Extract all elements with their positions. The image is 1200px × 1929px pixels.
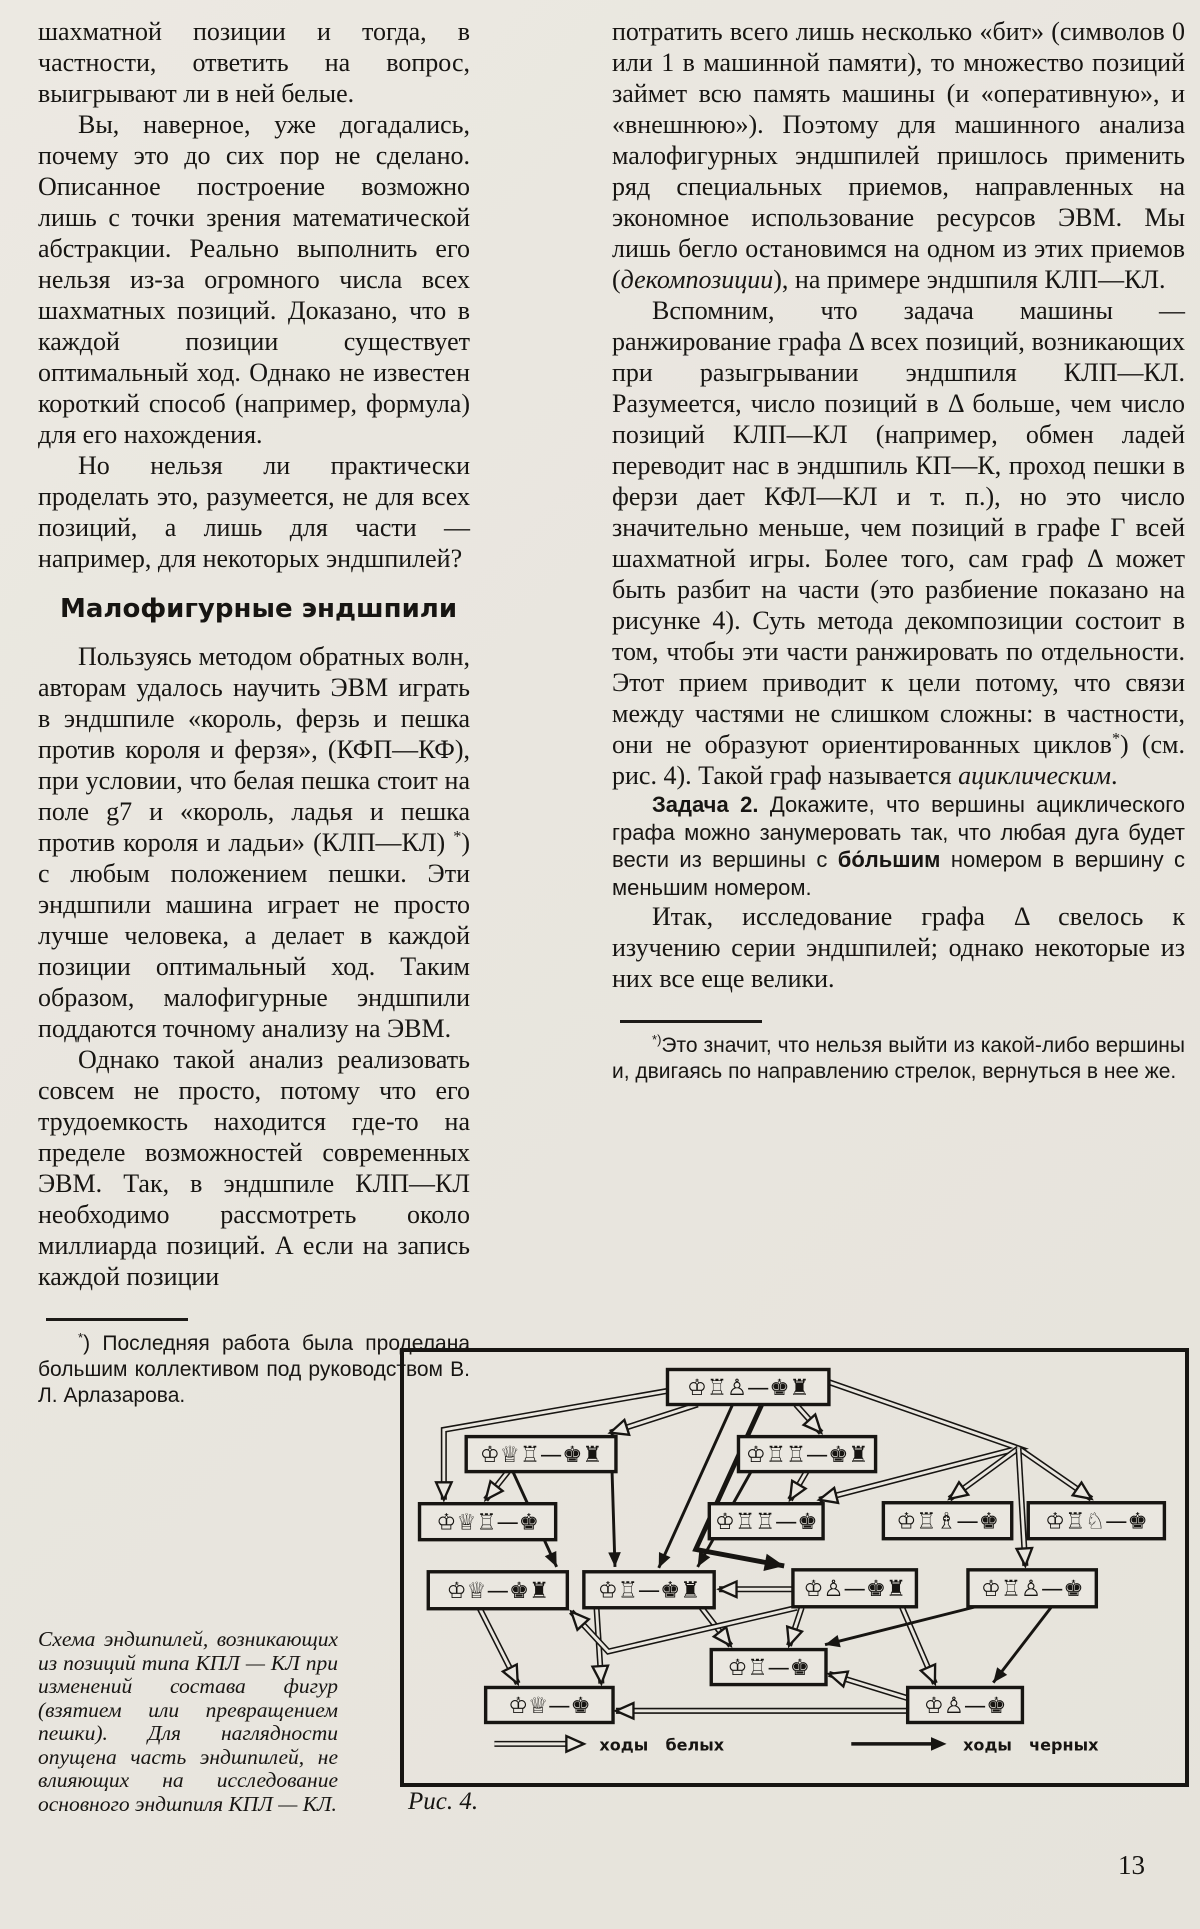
section-heading: Малофигурные эндшпили [60, 594, 458, 624]
endgame-pieces: ♔♖—♚♜ [597, 1577, 701, 1604]
endgame-pieces: ♔♙—♚♜ [803, 1576, 906, 1603]
paragraph: Пользуясь методом обратных волн, авторам удалось научить ЭВМ играть в эндшпиле «король, ферзь и пешка против короля и ферзя», (КФП—КФ), при условии, что белая пешка стоит на поле g7 и «король, ладья и пешка против короля и ладьи» (КЛП—КЛ) *) с любым положением пешки. Эти эндшпили машина играет не просто лучше человека, а делает в каждой позиции оптимальный ход. Таким образом, малофигурные эндшпили поддаются точному анализу на ЭВМ. [38, 642, 470, 1043]
endgame-node-E [709, 1504, 823, 1539]
endgame-node-L [711, 1650, 826, 1685]
endgame-node-A [667, 1370, 828, 1405]
endgame-node-C [738, 1437, 875, 1472]
edge-J-I-white-move [719, 1581, 793, 1597]
footnote-divider [620, 1020, 762, 1023]
legend-white-moves: ходы белых [599, 1735, 725, 1755]
edge-N-L-white-move [829, 1672, 908, 1699]
figure4-frame [400, 1348, 1189, 1787]
endgame-node-K [968, 1570, 1096, 1607]
endgame-node-D [420, 1504, 556, 1540]
edge-A-G-white-move [1019, 1448, 1092, 1499]
endgame-node-B [466, 1437, 616, 1472]
endgame-pieces: ♔♕♖—♚♜ [479, 1441, 603, 1468]
footnote-divider [46, 1318, 188, 1321]
endgame-pieces: ♔♕♖—♚ [436, 1509, 539, 1536]
paragraph: Но нельзя ли практически проделать это, разумеется, не для всех позиций, а лишь для части — например, для некоторых эндшпилей? [38, 451, 470, 573]
legend-black-moves: ходы черных [963, 1735, 1099, 1755]
edge-J-L-white-move [787, 1608, 802, 1646]
edge-A-B-white-move [610, 1405, 698, 1435]
paragraph: Однако такой анализ реализовать совсем не просто, потому что его трудоемкость находится где-то на пределе возможностей современных ЭВМ. Так, в эндшпиле КЛП—КЛ необходимо рассмотреть около миллиарда позиций. А если на запись каждой позиции [38, 1045, 470, 1291]
endgame-pieces: ♔♕—♚ [508, 1692, 591, 1719]
edge-B-I-black-move [608, 1472, 621, 1567]
figure-caption: Схема эндшпилей, возникающих из позиций типа КПЛ — КЛ при изменений состава фигур (взятием или превращением пешки). Для наглядности опущена часть эндшпилей, не влияющих на исследование основного эндшпиля КПЛ — КЛ. [38, 1627, 338, 1816]
edge-J-H-white-move [571, 1608, 797, 1652]
figure4-graph [404, 1352, 1177, 1775]
footnote-left: *) Последняя работа была проделана большим коллективом под руководством В. Л. Арлазарова. [38, 1330, 470, 1407]
endgame-node-M [486, 1687, 613, 1722]
edge-K-N-black-move [993, 1607, 1051, 1683]
right-paragraphs-after [612, 901, 1185, 994]
right-paragraphs-top [612, 16, 1185, 791]
edge-N-M-white-move [616, 1703, 908, 1719]
edge-B-D-white-move [486, 1472, 508, 1500]
endgame-pieces: ♔♕—♚♜ [446, 1578, 550, 1605]
paragraph: Вы, наверное, уже догадались, почему это до сих пор не сделано. Описанное построение возможно лишь с точки зрения математической абстракции. Реально выполнить его нельзя из-за огромного числа всех шахматных позиций. Доказано, что в каждой позиции существует оптимальный ход. Однако не известен короткий способ (например, формула) для его нахождения. [38, 110, 470, 449]
page-number: 13 [1118, 1850, 1145, 1880]
edge-A-C-white-move [796, 1405, 821, 1433]
endgame-pieces: ♔♖♘—♚ [1045, 1508, 1148, 1535]
endgame-node-F [883, 1503, 1011, 1539]
edge-C-E-white-move [790, 1472, 807, 1500]
paragraph: потратить всего лишь несколько «бит» (символов 0 или 1 в машинной памяти), то множество позиций займет всю память машины (и «оперативную», и «внешнюю»). Поэтому для машинного анализа малофигурных эндшпилей пришлось применить ряд специальных приемов, направленных на экономное использование ресурсов ЭВМ. Мы лишь бегло остановимся на одном из этих приемов (декомпозиции), на примере эндшпиля КЛП—КЛ. [612, 17, 1185, 294]
paragraph: шахматной позиции и тогда, в частности, ответить на вопрос, выигрывают ли в ней белые. [38, 17, 470, 108]
endgame-pieces: ♔♖♙—♚ [980, 1576, 1084, 1603]
endgame-node-H [428, 1572, 567, 1609]
endgame-pieces: ♔♖♗—♚ [896, 1508, 999, 1535]
edge-H-M-white-move [480, 1609, 518, 1684]
endgame-node-N [908, 1687, 1023, 1722]
endgame-pieces: ♔♖♖—♚ [714, 1508, 818, 1535]
endgame-node-G [1028, 1503, 1164, 1539]
endgame-pieces: ♔♖—♚ [727, 1654, 810, 1681]
footnote-right: *)Это значит, что нельзя выйти из какой-либо вершины и, двигаясь по направлению стрелок, вернуться в нее же. [612, 1032, 1185, 1083]
figure-legend [494, 1736, 1099, 1755]
paragraph: Итак, исследование графа Δ свелось к изучению серии эндшпилей; однако некоторые из них все еще велики. [612, 902, 1185, 993]
edge-A-I-black-move [659, 1405, 733, 1568]
left-paragraphs-bottom [38, 641, 470, 1292]
left-column [38, 16, 470, 1409]
edge-K-L-black-move [825, 1607, 976, 1647]
endgame-pieces: ♔♙—♚ [923, 1692, 1007, 1719]
endgame-pieces: ♔♖♙—♚♜ [686, 1374, 810, 1401]
task-2: Задача 2. Докажите, что вершины ациклического графа можно занумеровать так, что любая дуга будет вести из вершины с бо́льшим номером в вершину с меньшим номером. [612, 792, 1185, 900]
left-paragraphs-top [38, 16, 470, 574]
endgame-pieces: ♔♖♖—♚♜ [745, 1441, 869, 1468]
endgame-node-I [584, 1572, 714, 1608]
paragraph: Вспомним, что задача машины — ранжирование графа Δ всех позиций, возникающих при разыгрывании эндшпиля КЛП—КЛ. Разумеется, число позиций в Δ больше, чем число позиций КЛП—КЛ (например, обмен ладей переводит нас в эндшпиль КП—К, проход пешки в ферзи дает КФЛ—КЛ и т. п.), но это число значительно меньше, чем позиций в графе Г всей шахматной игры. Более того, сам граф Δ может быть разбит на части (это разбиение показано на рисунке 4). Суть метода декомпозиции состоит в том, чтобы эти части ранжировать по отдельности. Этот прием приводит к цели потому, что связи между частями не слишком сложны: в частности, они не образуют ориентированных циклов*) (см. рис. 4). Такой граф называется ациклическим. [612, 296, 1185, 790]
right-column [612, 16, 1185, 1085]
endgame-node-J [793, 1570, 916, 1607]
figure-label: Рис. 4. [408, 1788, 479, 1815]
